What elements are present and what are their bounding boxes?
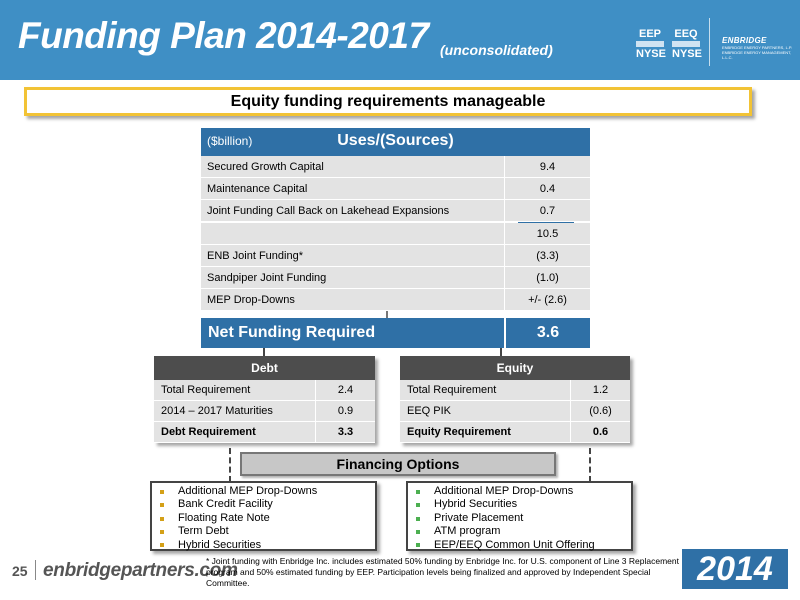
uses-table-title: Uses/(Sources)	[337, 132, 454, 149]
row-label: MEP Drop-Downs	[207, 294, 295, 306]
subtotal-row	[201, 223, 590, 245]
year-badge: 2014	[682, 549, 788, 589]
bullet-icon	[160, 503, 164, 507]
debt-title: Debt	[154, 356, 375, 380]
row-label: Total Requirement	[161, 384, 251, 396]
footnote: * Joint funding with Enbridge Inc. includes estimated 50% funding by Enbridge Inc. for U.S. component of Line 3 Replacement program and 50% estimated funding by EEP. Participation levels being finalized and approved by Independent Special Committee.	[206, 556, 679, 588]
bullet-icon	[416, 503, 420, 507]
table-row	[201, 245, 590, 267]
ticker-divider	[672, 41, 700, 47]
header-bar	[0, 0, 800, 80]
row-label: Total Requirement	[407, 384, 497, 396]
item-label: EEP/EEQ Common Unit Offering	[434, 538, 595, 551]
debt-requirement-row	[154, 422, 375, 443]
row-value: 0.7	[504, 200, 590, 222]
equity-requirement-row	[400, 422, 630, 443]
dashed-connector	[589, 448, 591, 482]
bullet-icon	[416, 517, 420, 521]
logo-subtext-1: ENBRIDGE ENERGY PARTNERS, L.P.	[722, 45, 793, 50]
list-item	[416, 539, 631, 552]
row-value: 3.3	[315, 422, 375, 443]
ticker-divider	[636, 41, 664, 47]
key-message-banner: Equity funding requirements manageable	[24, 87, 752, 116]
ticker-symbol: EEQ	[674, 28, 698, 40]
row-value: 9.4	[504, 156, 590, 178]
uses-unit-label: ($billion)	[207, 134, 253, 148]
row-label: EEQ PIK	[407, 405, 452, 417]
item-label: Hybrid Securities	[434, 498, 518, 511]
website-link[interactable]: enbridgepartners.com	[43, 560, 238, 581]
list-item	[416, 512, 631, 525]
row-label: Debt Requirement	[161, 426, 256, 438]
financing-options-title: Financing Options	[240, 452, 556, 476]
item-label: Private Placement	[434, 511, 524, 524]
item-label: Term Debt	[178, 525, 229, 538]
row-value: (0.6)	[570, 401, 630, 422]
table-row	[400, 401, 630, 422]
debt-box	[154, 356, 375, 443]
table-row	[400, 380, 630, 401]
table-row	[154, 380, 375, 401]
list-item	[416, 498, 631, 511]
list-item	[160, 539, 375, 552]
ticker-eep	[636, 28, 664, 60]
equity-box	[400, 356, 630, 443]
item-label: ATM program	[434, 525, 501, 538]
connector-line	[500, 348, 502, 356]
item-label: Additional MEP Drop-Downs	[178, 485, 318, 497]
ticker-eeq	[672, 28, 700, 60]
page-number: 25	[12, 563, 28, 579]
row-label: Maintenance Capital	[207, 183, 308, 195]
bullet-icon	[416, 490, 420, 494]
list-item	[160, 498, 375, 511]
list-item	[416, 485, 631, 498]
row-label: Secured Growth Capital	[207, 161, 324, 173]
list-item	[160, 525, 375, 538]
connector-tick	[386, 311, 388, 318]
debt-options-list	[150, 481, 377, 551]
item-label: Bank Credit Facility	[178, 498, 273, 511]
footer-divider	[35, 560, 36, 580]
page-title: Funding Plan 2014-2017	[18, 15, 429, 56]
net-funding-value: 3.6	[504, 318, 590, 348]
net-funding-label: Net Funding Required	[208, 324, 376, 341]
equity-title: Equity	[400, 356, 630, 380]
table-row	[201, 289, 590, 311]
row-label: Equity Requirement	[407, 426, 511, 438]
row-label: ENB Joint Funding*	[207, 250, 303, 262]
logo-name: ENBRIDGE	[722, 36, 767, 45]
table-row	[154, 401, 375, 422]
ticker-exchange: NYSE	[672, 48, 702, 60]
connector-line	[263, 348, 265, 356]
page-subtitle: (unconsolidated)	[440, 42, 553, 58]
logo-subtext-2: ENBRIDGE ENERGY MANAGEMENT, L.L.C.	[722, 50, 792, 60]
row-value: 10.5	[504, 223, 590, 245]
list-item	[160, 485, 375, 498]
table-row	[201, 178, 590, 200]
bullet-icon	[160, 530, 164, 534]
item-label: Floating Rate Note	[178, 511, 270, 524]
table-row	[201, 156, 590, 178]
list-item	[416, 525, 631, 538]
ticker-symbol: EEP	[638, 28, 661, 40]
row-value: 1.2	[570, 380, 630, 401]
bullet-icon	[416, 543, 420, 547]
table-row	[201, 267, 590, 289]
row-value: 0.4	[504, 178, 590, 200]
list-item	[160, 512, 375, 525]
dashed-connector	[229, 448, 231, 482]
bullet-icon	[160, 543, 164, 547]
uses-table-header	[201, 128, 590, 156]
row-value: (3.3)	[504, 245, 590, 267]
row-value: (1.0)	[504, 267, 590, 289]
row-value: 0.9	[315, 401, 375, 422]
item-label: Additional MEP Drop-Downs	[434, 485, 574, 497]
row-value: +/- (2.6)	[504, 289, 590, 311]
logo-divider	[709, 18, 710, 66]
bullet-icon	[160, 490, 164, 494]
row-label: Sandpiper Joint Funding	[207, 272, 327, 284]
table-row	[201, 200, 590, 222]
equity-options-list	[406, 481, 633, 551]
ticker-exchange: NYSE	[636, 48, 666, 60]
bullet-icon	[160, 517, 164, 521]
item-label: Hybrid Securities	[178, 538, 262, 551]
row-value: 2.4	[315, 380, 375, 401]
enbridge-logo	[722, 36, 794, 60]
row-label: 2014 – 2017 Maturities	[161, 405, 273, 417]
net-funding-bar	[201, 318, 590, 348]
row-label: Joint Funding Call Back on Lakehead Expansions	[207, 205, 450, 217]
row-value: 0.6	[570, 422, 630, 443]
bullet-icon	[416, 530, 420, 534]
